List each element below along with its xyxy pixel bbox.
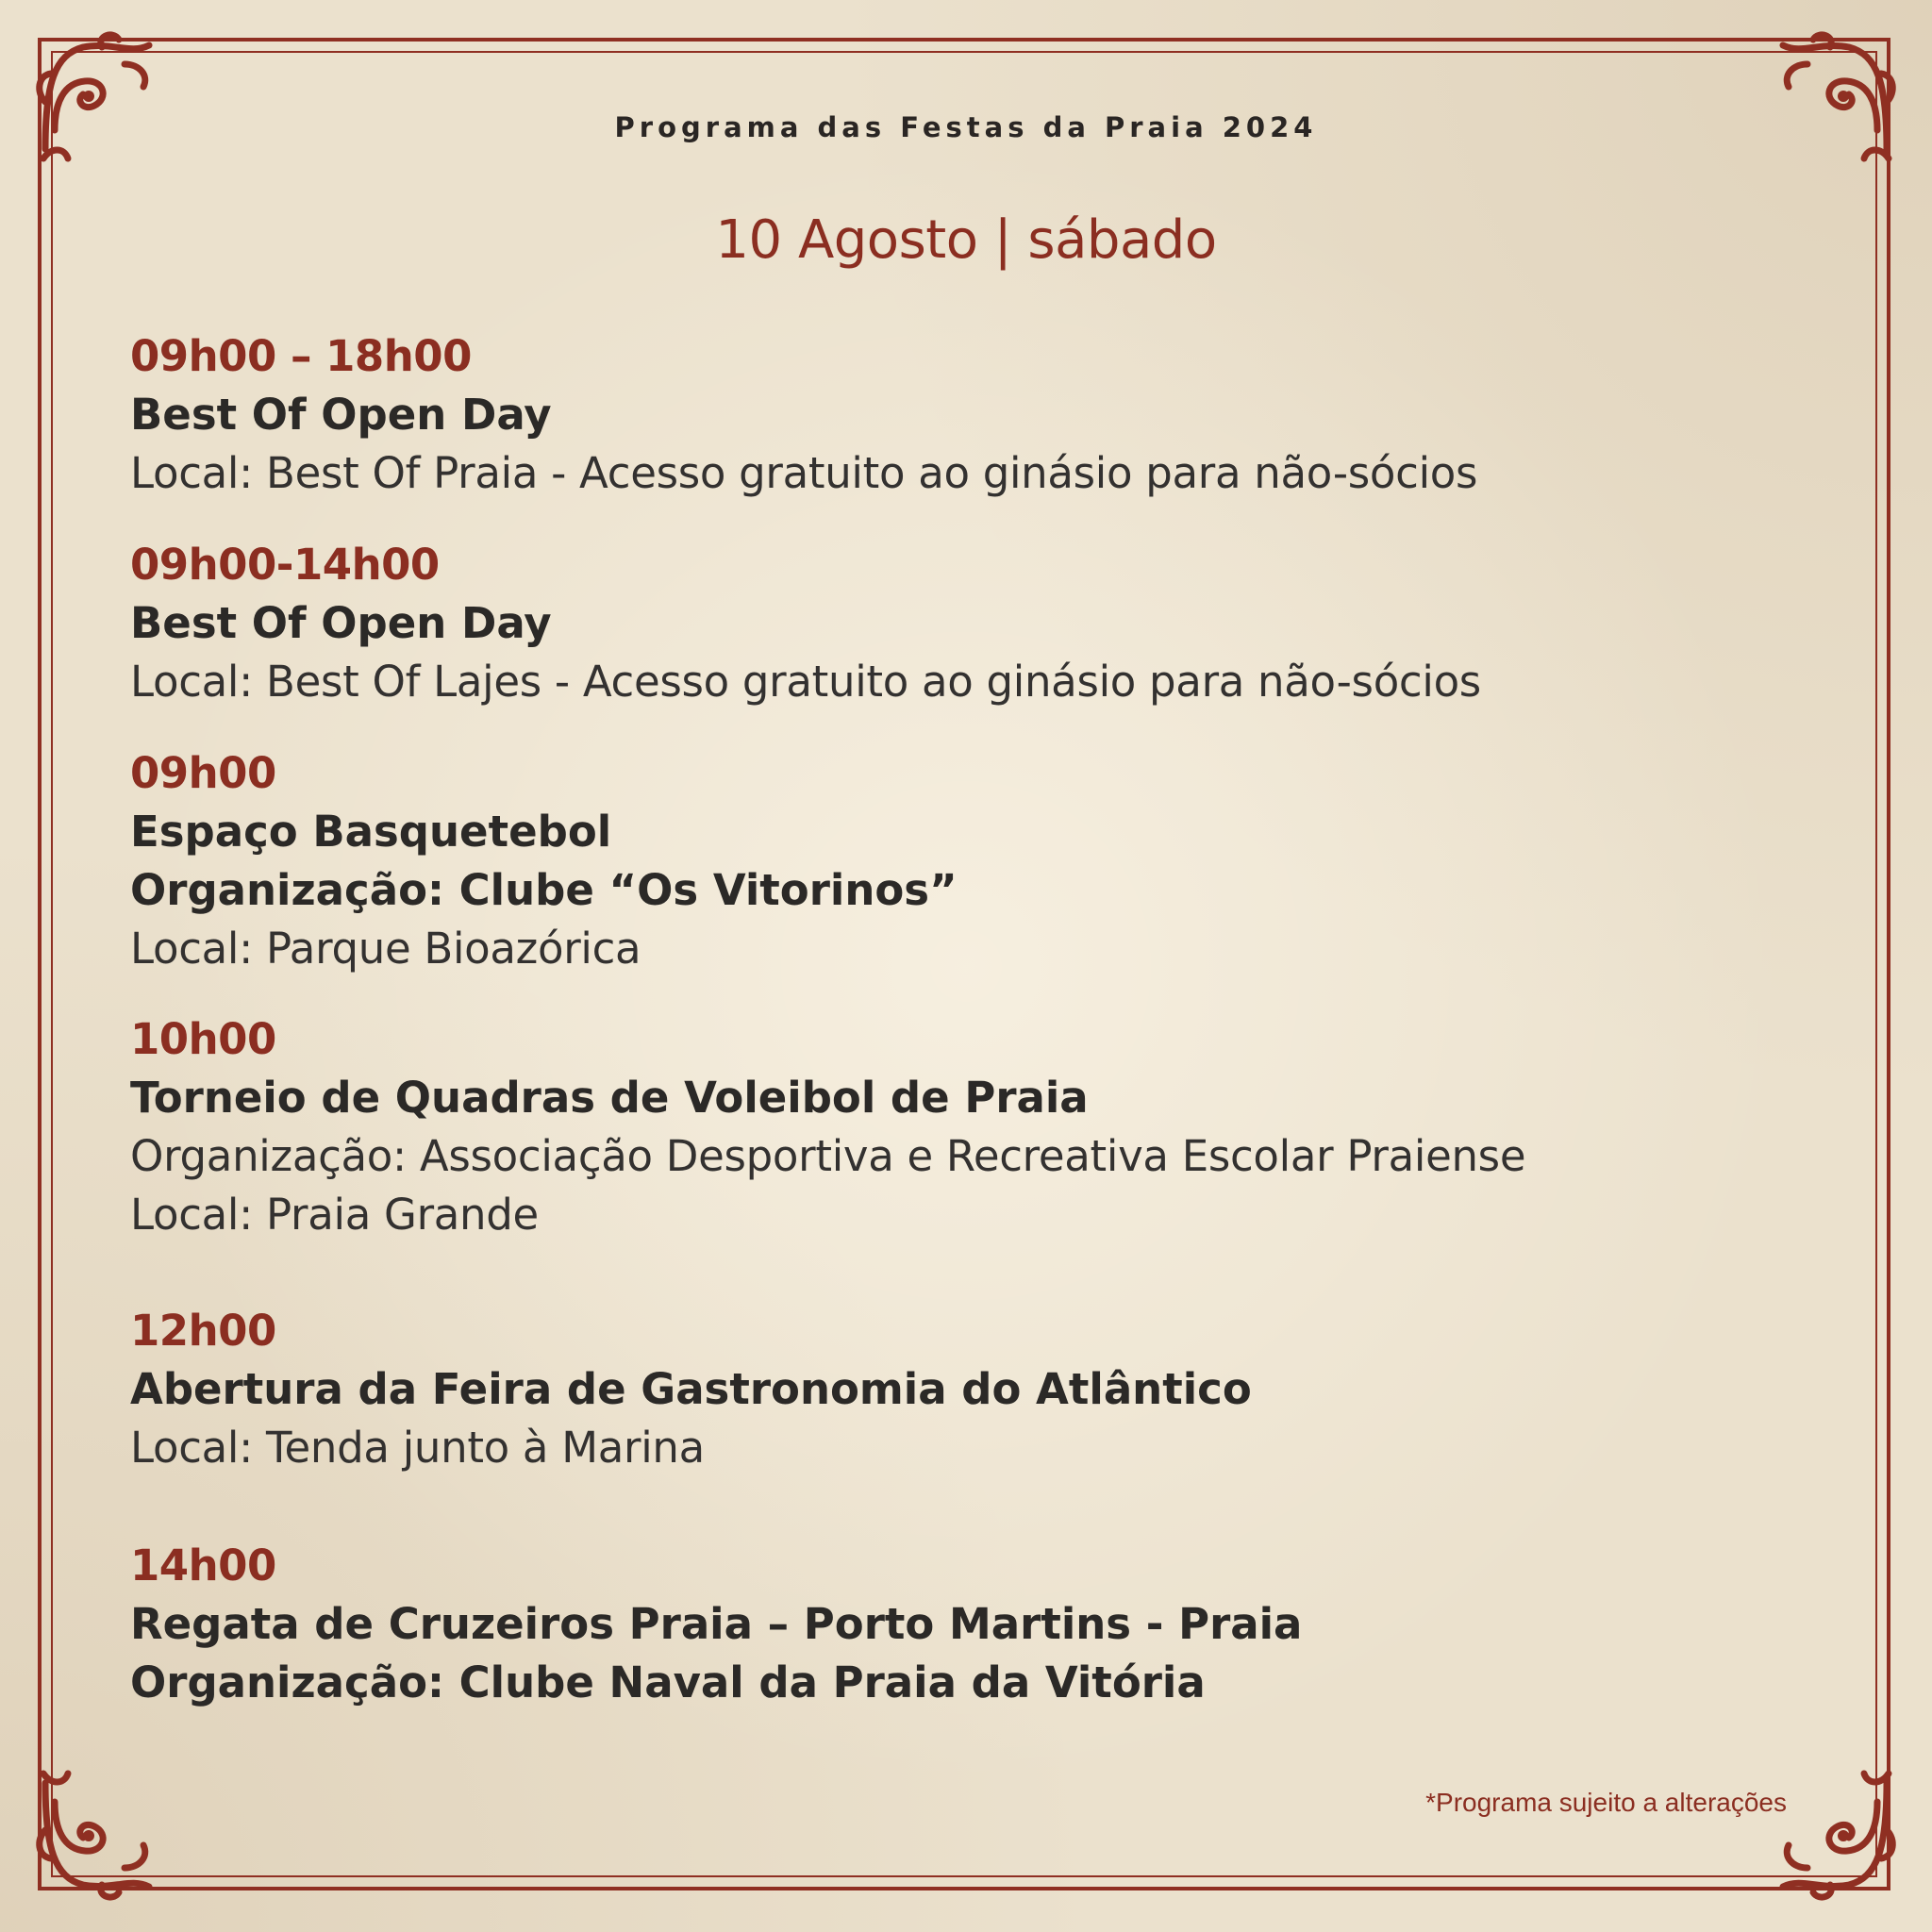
program-title: Programa das Festas da Praia 2024 xyxy=(614,111,1318,143)
ornament-corner-icon xyxy=(26,1764,168,1906)
event-time: 10h00 xyxy=(130,1014,276,1064)
event-item xyxy=(130,536,1828,711)
event-time: 09h00 xyxy=(130,748,276,798)
event-item xyxy=(130,327,1828,503)
ornament-corner-icon xyxy=(26,26,168,168)
event-detail: Local: Best Of Lajes - Acesso gratuito ao ginásio para não-sócios xyxy=(130,657,1481,707)
event-item xyxy=(130,1010,1828,1244)
event-detail: Local: Best Of Praia - Acesso gratuito ao ginásio para não-sócios xyxy=(130,448,1478,498)
event-time: 09h00-14h00 xyxy=(130,540,440,590)
event-detail: Local: Parque Bioazórica xyxy=(130,924,641,974)
event-detail: Local: Tenda junto à Marina xyxy=(130,1423,705,1473)
event-organizer: Organização: Clube Naval da Praia da Vitória xyxy=(130,1657,1206,1707)
ornament-corner-icon xyxy=(1764,26,1906,168)
ornament-corner-icon xyxy=(1764,1764,1906,1906)
event-detail: Local: Praia Grande xyxy=(130,1190,539,1240)
event-time: 14h00 xyxy=(130,1541,276,1591)
event-time: 09h00 – 18h00 xyxy=(130,331,472,381)
event-time: 12h00 xyxy=(130,1306,276,1356)
event-title: Torneio de Quadras de Voleibol de Praia xyxy=(130,1073,1089,1123)
event-title: Espaço Basquetebol xyxy=(130,807,612,857)
day-heading: 10 Agosto | sábado xyxy=(715,209,1217,271)
event-item xyxy=(130,1302,1828,1477)
event-item xyxy=(130,1537,1828,1712)
event-detail: Organização: Associação Desportiva e Recreativa Escolar Praiense xyxy=(130,1131,1526,1181)
event-title: Best Of Open Day xyxy=(130,390,552,440)
event-item xyxy=(130,744,1828,978)
event-title: Best Of Open Day xyxy=(130,598,552,648)
event-organizer: Organização: Clube “Os Vitorinos” xyxy=(130,865,958,915)
event-title: Abertura da Feira de Gastronomia do Atlântico xyxy=(130,1364,1252,1414)
disclaimer-note: *Programa sujeito a alterações xyxy=(1425,1788,1787,1817)
event-title: Regata de Cruzeiros Praia – Porto Martins - Praia xyxy=(130,1599,1303,1649)
